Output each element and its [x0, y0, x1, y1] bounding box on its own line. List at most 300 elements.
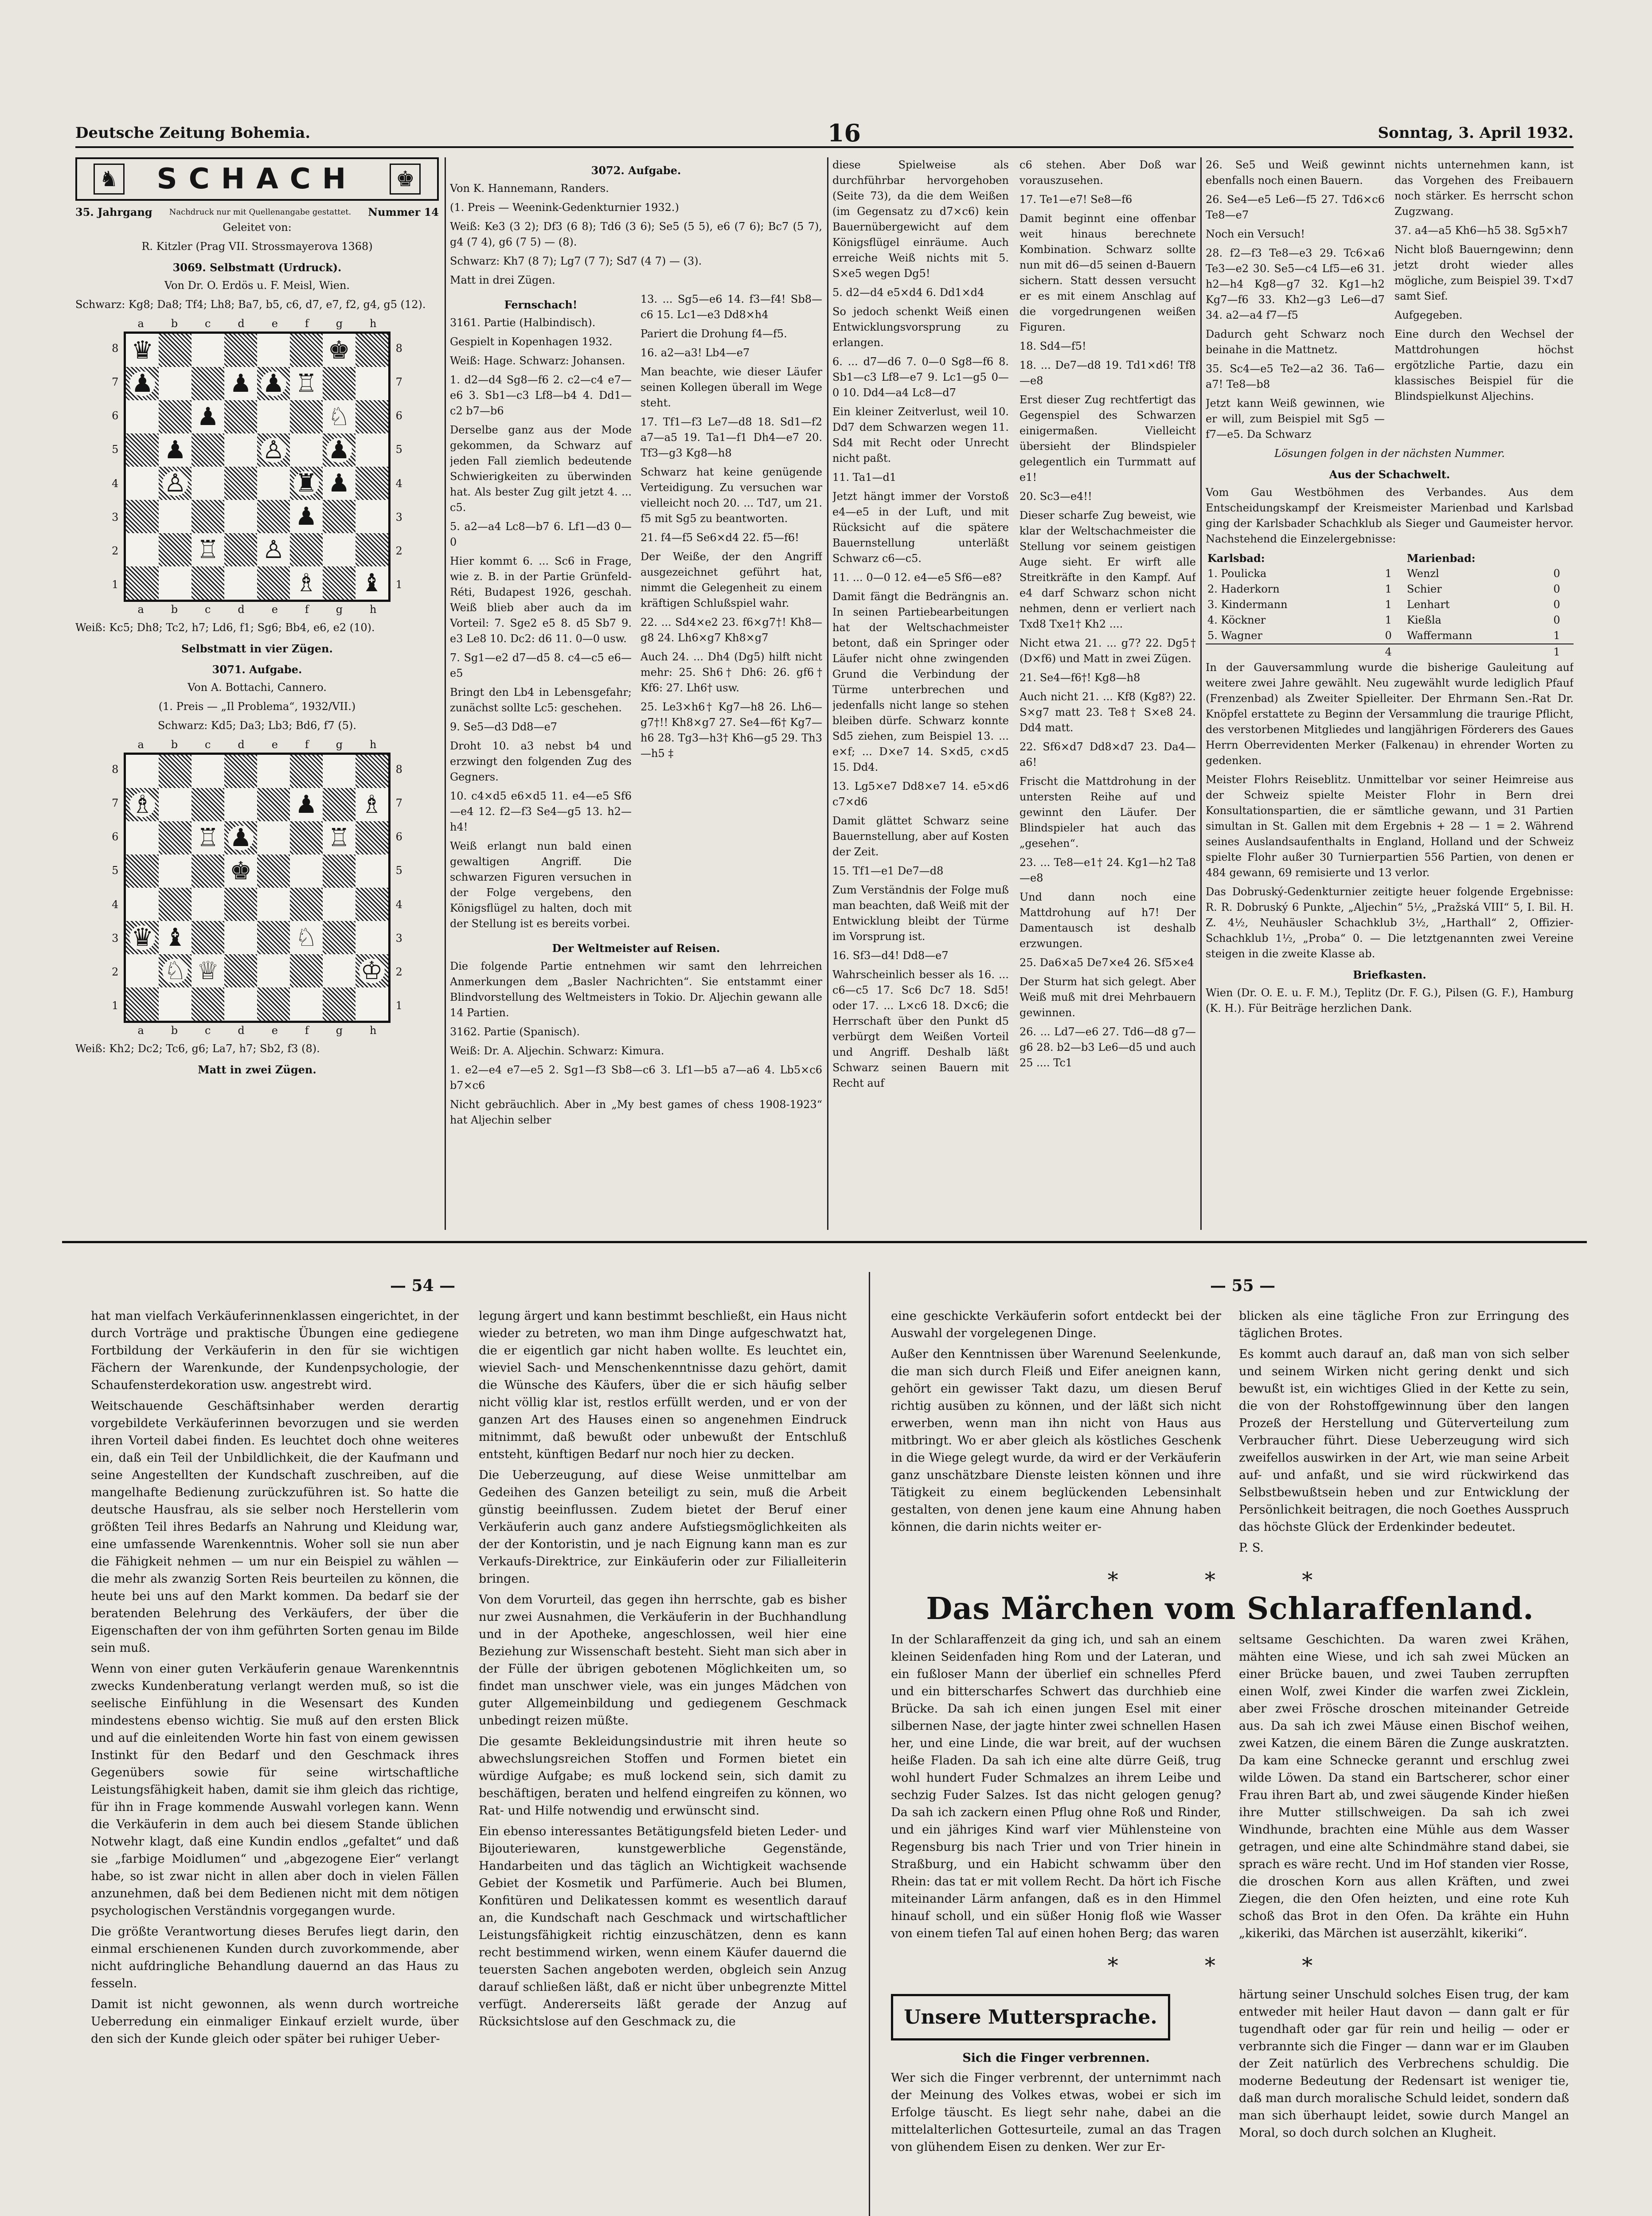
- board-square: [224, 400, 257, 433]
- board-square: [191, 367, 224, 400]
- board-square: [290, 400, 323, 433]
- board-square: [257, 954, 290, 987]
- col4-paragraph: 20. Sc3—e4!!: [1019, 490, 1092, 503]
- board-square: [159, 467, 191, 500]
- board-square: [224, 987, 257, 1021]
- problem1-black: Schwarz: Kg8; Da8; Tf4; Lh8; Ba7, b5, c6, d7, e7, f2, g4, g5 (12).: [75, 298, 426, 311]
- board-square: [257, 921, 290, 954]
- board-square: [257, 755, 290, 788]
- result-cell: Lenhart: [1407, 598, 1450, 611]
- schach-banner: [75, 157, 439, 201]
- file-label: e: [271, 1024, 278, 1037]
- result-row: [1206, 581, 1574, 597]
- col3-paragraph: diese Spielweise als durchführbar hervorgehoben (Seite 73), da die dem Weißen (im Gegensatz zu d7×c6) kein Bauernübergewicht auf dem Königsflügel einräume. Auch erreiche Weiß nichts mit 5. S×e5 wegen Dg5!: [832, 159, 1009, 280]
- rank-label: 3: [395, 511, 402, 523]
- rank-label: 3: [112, 932, 119, 944]
- colB-paragraph: Von dem Vorurteil, das gegen ihn herrschte, gab es bisher nur zwei Ausnahmen, die Verkäuferin in der Buchhandlung und in der Apotheke, angeschlossen, weil hier eine Beziehung zur Wissenschaft besteht. Sieht man sich aber in der Fülle der übrigen gebotenen Möglichkeiten um, so findet man unschwer viele, was ein junges Mädchen von guter Allgemeinbildung und gediegenem Geschmack unbedingt reizen müßte.: [479, 1593, 847, 1728]
- board-square: [159, 755, 191, 788]
- col5-paragraph: Jetzt kann Weiß gewinnen, wie er will, zum Beispiel mit Sg5 —f7—e5. Da Schwarz: [1206, 397, 1385, 441]
- board-square: [126, 921, 159, 954]
- chess-piece-icon: ♟: [326, 438, 352, 463]
- column-rule: [827, 157, 828, 1230]
- mid_top-paragraph: 3072. Aufgabe.: [591, 164, 681, 177]
- problem1-task: Selbstmatt in vier Zügen.: [181, 642, 333, 655]
- col3-paragraph: 16. Sf3—d4! Dd8—e7: [832, 949, 949, 962]
- col3-paragraph: Jetzt hängt immer der Vorstoß e4—e5 in der Luft, und mit Rücksicht auf die spätere Bauernstellung unterläßt Schwarz c6—c5.: [832, 490, 1009, 565]
- board-square: [257, 888, 290, 921]
- news-heading: Aus der Schachwelt.: [1329, 468, 1450, 481]
- col3-paragraph: 11. ... 0—0 12. e4—e5 Sf6—e8?: [832, 571, 1002, 584]
- mid_bottom-paragraph: Weiß: Dr. A. Aljechin. Schwarz: Kimura.: [450, 1045, 664, 1057]
- muttersprache-col-2: [1239, 1986, 1569, 2159]
- news-item-2: In der Gauversammlung wurde die bisherige Gauleitung auf weitere zwei Jahre gewählt. Neu zugewählt wurde lediglich Pfauf (Frenzenbad) als Zweiter Spielleiter. Der Ehrmann Sen.-Rat Dr. Knöpfel erstattete zu Beginn der Versammlung die traurige Pflicht, des verstorbenen Mitgliedes und langjährigen Förderers des Gaues Herrn Oberrevidenten Merker (Falkenau) in ehrender Worten zu gedenken.: [1206, 661, 1574, 767]
- board-square: [191, 954, 224, 987]
- rank-label: 1: [112, 578, 119, 591]
- marchen-col-1: [891, 1631, 1221, 1946]
- mid_game-paragraph: Hier kommt 6. ... Sc6 in Frage, wie z. B. in der Partie Grünfeld-Réti, Budapest 1926, geschah. Weiß blieb aber auch da im Vorteil: 7. Sge2 e5 8. d5 Sb7 9. e3 Le8 10. Dc2: d6 11. 0—0 usw.: [450, 555, 632, 645]
- result-cell: 5. Wagner: [1207, 629, 1262, 642]
- mid_top-paragraph: Matt in drei Zügen.: [450, 274, 555, 286]
- file-label: f: [305, 603, 309, 616]
- rank-label: 1: [395, 578, 402, 591]
- col4-paragraph: 26. ... Ld7—e6 27. Td6—d8 g7—g6 28. b2—b3 Le6—d5 und auch 25 .... Tc1: [1019, 1026, 1196, 1069]
- mid_game-paragraph: Derselbe ganz aus der Mode gekommen, da Schwarz auf jeden Fall ziemlich bedeutende Schwierigkeiten zu überwinden hat. Als bester Zug gilt jetzt 4. ... c5.: [450, 424, 632, 514]
- colB-paragraph: legung ärgert und kann bestimmt beschließt, ein Haus nicht wieder zu betreten, wo man ihm Dinge aufgeschwatzt hat, die er eigentlich gar nicht haben wollte. Es leuchtet ein, wieviel Sach- und Menschenkenntnisse dazu gehört, damit die Wünsche des Käufers, über die er sich häufig selber nicht völlig klar ist, restlos erfüllt werden, und er von der ganzen Art des Hauses einen so angenehmen Eindruck mitnimmt, daß bewußt oder unbewußt der Entschluß entsteht, künftigen Bedarf nur noch hier zu decken.: [479, 1309, 847, 1461]
- result-cell: Wenzl: [1407, 567, 1439, 580]
- board-square: [355, 467, 388, 500]
- chess-piece-icon: ♜: [293, 471, 319, 496]
- board-square: [126, 854, 159, 888]
- board-square: [323, 533, 355, 566]
- board-rank-labels: [391, 753, 408, 1023]
- board-file-labels: [106, 602, 408, 617]
- colD_top-paragraph: P. S.: [1239, 1541, 1264, 1555]
- chess-piece-icon: ♙: [261, 438, 286, 463]
- result-cell: 1: [1385, 598, 1392, 611]
- page-number: 16: [827, 119, 861, 147]
- game1-right: [640, 292, 822, 935]
- board-square: [191, 500, 224, 533]
- volume: 35. Jahrgang: [75, 206, 152, 218]
- file-label: a: [137, 738, 144, 751]
- colC_bot-paragraph: Sich die Finger verbrennen.: [962, 2051, 1150, 2065]
- col4-paragraph: Damit beginnt eine offenbar weit hinaus berechnete Kombination. Schwarz sollte nun mit d6—d5 seinen d-Bauern sichern. Statt dessen versucht er es mit einem Anschlag auf die vorgedrungenen weißen Figuren.: [1019, 212, 1196, 333]
- board-square: [159, 888, 191, 921]
- board-square: [159, 987, 191, 1021]
- board-square: [290, 367, 323, 400]
- sales-article-col-4: [1239, 1307, 1569, 1560]
- issue-number: Nummer 14: [368, 206, 439, 218]
- chess-piece-icon: ♗: [359, 792, 385, 817]
- board-square: [355, 334, 388, 367]
- separator-stars-1: * * *: [1107, 1568, 1353, 1592]
- chess-problems-column: [75, 157, 439, 1232]
- board-square: [224, 533, 257, 566]
- col5-paragraph: Dadurch geht Schwarz noch beinahe in die Mattnetz.: [1206, 328, 1385, 356]
- board-square: [191, 921, 224, 954]
- result-cell: 0: [1553, 598, 1560, 611]
- chess-piece-icon: ♘: [326, 405, 352, 429]
- board-square: [126, 500, 159, 533]
- col3-paragraph: 11. Ta1—d1: [832, 471, 897, 484]
- mid_right-paragraph: Auch 24. ... Dh4 (Dg5) hilft nicht mehr: 25. Sh6† Dh6: 26. gf6† Kf6: 27. Lh6† usw.: [640, 651, 822, 694]
- colB-paragraph: Ein ebenso interessantes Betätigungsfeld bieten Leder- und Bijouteriewaren, kunstgewerbliche Gegenstände, Handarbeiten und das täglich an Wichtigkeit wachsende Gebiet der Kosmetik und Parfümerie. Auch bei Blumen, Konfitüren und Delikatessen kommt es wesentlich darauf an, die Kundschaft nach Geschmack und wirtschaftlicher Leistungsfähigkeit richtig einzuschätzen, denn es kann recht bestimmend wirken, wenn einem Käufer dauernd die teuersten Sachen angeboten werden, obgleich sein Anzug darauf schließen läßt, daß er nicht über unbegrenzte Mittel verfügt. Andererseits läßt gerade der Anzug auf Rücksichtslose auf den Geschmack zu, die: [479, 1825, 847, 2029]
- col4-paragraph: Nicht etwa 21. ... g7? 22. Dg5† (D×f6) und Matt in zwei Zügen.: [1019, 637, 1196, 665]
- rank-label: 5: [395, 443, 402, 456]
- rank-label: 2: [112, 966, 119, 979]
- board-square: [126, 467, 159, 500]
- board-square: [257, 854, 290, 888]
- result-cell: 1: [1553, 629, 1560, 642]
- results-table: [1206, 550, 1574, 660]
- mid_right-paragraph: 22. ... Sd4×e2 23. f6×g7†! Kh8—g8 24. Lh6×g7 Kh8×g7: [640, 616, 822, 644]
- team-left: Karlsbad:: [1207, 552, 1265, 565]
- sales-article-col-3: [891, 1307, 1221, 1560]
- col3-paragraph: Damit glättet Schwarz seine Bauernstellung, aber auf Kosten der Zeit.: [832, 815, 1009, 858]
- board-square: [257, 788, 290, 821]
- file-label: b: [171, 738, 178, 751]
- file-label: g: [336, 603, 343, 616]
- result-cell: 0: [1553, 567, 1560, 580]
- board-square: [323, 433, 355, 467]
- board-square: [290, 755, 323, 788]
- rank-label: 6: [112, 831, 119, 843]
- news-item-4: Das Dobruský-Gedenkturnier zeitigte heuer folgende Ergebnisse: R. R. Dobruský 6 Punkte, „Aljechin“ 5½, „Pražská VIII“ 5, I. Bil. H. Z. 4½, Neuhäusler Schachklub 3½, „Harthall“ 2, Offizier-Schachklub 1½, „Proba“ 0. — Die letztgenannten zwei Vereine steigen in die zweite Klasse ab.: [1206, 886, 1574, 960]
- mid_game-paragraph: Weiß erlangt nun bald einen gewaltigen Angriff. Die schwarzen Figuren versuchen in der Folge vergebens, den Königsflügel zu halten, doch mit der Stellung ist es bereits vorbei.: [450, 840, 632, 930]
- rank-label: 5: [112, 443, 119, 456]
- col3-paragraph: So jedoch schenkt Weiß einen Entwicklungsvorsprung zu erlangen.: [832, 305, 1009, 349]
- mid_right-paragraph: Der Weiße, der den Angriff ausgezeichnet geführt hat, nimmt die Gelegenheit zu einem kräftigen Schlußspiel wahr.: [640, 550, 822, 609]
- column-rule: [1200, 157, 1202, 1230]
- chess-piece-icon: ♗: [293, 571, 319, 596]
- result-cell: Waffermann: [1407, 629, 1472, 642]
- result-cell: Schier: [1407, 583, 1442, 595]
- board-square: [355, 500, 388, 533]
- colD_top-paragraph: blicken als eine tägliche Fron zur Erringung des täglichen Brotes.: [1239, 1309, 1569, 1340]
- editor-line: Geleitet von:: [223, 221, 292, 234]
- board-square: [323, 954, 355, 987]
- rank-label: 7: [395, 796, 402, 809]
- file-label: d: [238, 317, 245, 330]
- rank-label: 4: [112, 477, 119, 490]
- mid_game-paragraph: 3161. Partie (Halbindisch).: [450, 316, 596, 329]
- colD_mid-paragraph: seltsame Geschichten. Da waren zwei Krähen, mähten eine Wiese, und ich sah zwei Mücken an einer Brücke bauen, und zwei Tauben zerrupften einen Wolf, zwei Kinder die warfen zwei Zicklein, aber zwei Frösche droschen miteinander Getreide aus. Da sah ich zwei Mäuse einen Bischof weihen, zwei Katzen, die einem Bären die Zunge auskratzten. Da kam eine Schnecke gerannt und erschlug zwei wilde Löwen. Da stand ein Bartscherer, schor einer Frau ihren Bart ab, und zwei säugende Kinder hießen ihre Mutter stillschweigen. Da sah ich zwei Windhunde, brachten eine Mühle aus dem Wasser getragen, und eine alte Schindmähre stand dabei, sie sprach es wäre recht. Und im Hof standen vier Rosse, die droschen Korn aus allen Kräften, und zwei Ziegen, die den Ofen heizten, und eine rote Kuh schoß das Brot in den Ofen. Da krähte ein Huhn „kikeriki, das Märchen ist auserzählt, kikeriki“.: [1239, 1633, 1569, 1940]
- problem3-block: [450, 163, 822, 288]
- knight-icon: ♞: [94, 164, 125, 195]
- mid_right-paragraph: 13. ... Sg5—e6 14. f3—f4! Sb8—c6 15. Lc1—e3 Dd8×h4: [640, 293, 822, 321]
- board-square: [290, 921, 323, 954]
- board-square: [323, 334, 355, 367]
- board-file-labels: [106, 1023, 408, 1038]
- chess-diagram-1: [106, 316, 408, 617]
- running-head: [75, 120, 1574, 148]
- file-label: b: [171, 1024, 178, 1037]
- chess-piece-icon: ♘: [293, 925, 319, 950]
- mid_right-paragraph: Man beachte, wie dieser Läufer seinen Kollegen überall im Wege steht.: [640, 366, 822, 409]
- board-square: [126, 367, 159, 400]
- mid_top-paragraph: Von K. Hannemann, Randers.: [450, 182, 609, 195]
- col6-paragraph: 37. a4—a5 Kh6—h5 38. Sg5×h7: [1394, 224, 1568, 237]
- board-square: [191, 755, 224, 788]
- board-square: [257, 334, 290, 367]
- sales-article-col-2: [479, 1307, 847, 2216]
- news-item-3: Meister Flohrs Reiseblitz. Unmittelbar vor seiner Heimreise aus der Schweiz spielte Meister Flohr in Bern drei Konsultationspartien, die er sämtliche gewann, und 31 Partien simultan in St. Gallen mit dem Ergebnis + 28 — 1 = 2. Während seines Auslandsaufenthalts in England, Holland und der Schweiz spielte Flohr außer 30 Turnierpartien 556 Partien, von denen er 484 gewann, 69 remisierte und 13 verlor.: [1206, 773, 1574, 879]
- annotation-col-4: [1019, 157, 1196, 1095]
- board-square: [290, 987, 323, 1021]
- mid_top-paragraph: (1. Preis — Weenink-Gedenkturnier 1932.): [450, 201, 679, 214]
- mid_game-paragraph: Fernschach!: [504, 298, 578, 311]
- board-square: [224, 467, 257, 500]
- colA-paragraph: Damit ist nicht gewonnen, als wenn durch wortreiche Ueberredung ein einmaliger Einkauf erzielt wurde, über den sich der Kunde gleich oder später bei ruhiger Ueber-: [91, 1998, 459, 2046]
- file-label: c: [205, 1024, 211, 1037]
- board-square: [355, 566, 388, 600]
- chess-piece-icon: ♗: [129, 792, 155, 817]
- chess-piece-icon: ♟: [293, 504, 319, 529]
- board-square: [257, 987, 290, 1021]
- result-cell: 1: [1385, 614, 1392, 626]
- chess-piece-icon: ♝: [359, 571, 385, 596]
- board-square: [224, 954, 257, 987]
- col3-paragraph: 13. Lg5×e7 Dd8×e7 14. e5×d6 c7×d6: [832, 780, 1009, 808]
- board-square: [224, 334, 257, 367]
- board-square: [159, 500, 191, 533]
- chess-games-column: [450, 157, 822, 1232]
- chess-diagram-2: [106, 737, 408, 1038]
- rank-label: 6: [395, 831, 402, 843]
- result-cell: 1. Poulicka: [1207, 567, 1267, 580]
- mid_right-paragraph: 21. f4—f5 Se6×d4 22. f5—f6!: [640, 531, 799, 544]
- board-square: [126, 433, 159, 467]
- result-cell: 0: [1553, 614, 1560, 626]
- result-cell: 3. Kindermann: [1207, 598, 1288, 611]
- chess-piece-icon: ♖: [195, 826, 221, 851]
- mid_game-paragraph: 10. c4×d5 e6×d5 11. e4—e5 Sf6—e4 12. f2—f3 Se4—g5 13. h2—h4!: [450, 790, 632, 833]
- board-square: [290, 533, 323, 566]
- board-square: [290, 334, 323, 367]
- chess-piece-icon: ♛: [129, 338, 155, 363]
- total-left: 4: [1385, 646, 1392, 658]
- rank-label: 1: [112, 999, 119, 1012]
- mid_bottom-paragraph: 1. e2—e4 e7—e5 2. Sg1—f3 Sb8—c6 3. Lf1—b5 a7—a6 4. Lb5×c6 b7×c6: [450, 1064, 822, 1092]
- col4-paragraph: Dieser scharfe Zug beweist, wie klar der Weltschachmeister die Stellung vor seinem geistigen Auge sieht. Er wirft alle Streitkräfte in den Kampf. Auf e4 darf Schwarz schon nicht nehmen, denn er verliert nach Txd8 Txe1† Kh2 ....: [1019, 509, 1196, 630]
- problem1-number: 3069. Selbstmatt (Urdruck).: [172, 261, 342, 274]
- problem2-number: 3071. Aufgabe.: [212, 663, 302, 676]
- file-label: a: [137, 603, 144, 616]
- result-cell: 2. Haderkorn: [1207, 583, 1280, 595]
- board-square: [355, 821, 388, 854]
- board-rank-labels: [106, 753, 124, 1023]
- col4-paragraph: Erst dieser Zug rechtfertigt das Gegenspiel des Schwarzen einigermaßen. Vielleicht übersieht der Blindspieler gelegentlich ein Turmmatt auf e1!: [1019, 394, 1196, 484]
- board-square: [224, 566, 257, 600]
- chess-piece-icon: ♟: [129, 371, 155, 396]
- mid_top-paragraph: Weiß: Ke3 (3 2); Df3 (6 8); Td6 (3 6); Se5 (5 5), e6 (7 6); Bc7 (5 7), g4 (7 4), g6 (7 5) — (8).: [450, 220, 822, 248]
- chess-piece-icon: ♟: [195, 405, 221, 429]
- col3-paragraph: Damit fängt die Bedrängnis an. In seinen Partiebearbeitungen hat der Weltschachmeister betont, daß ein Springer oder Läufer nicht ohne zwingenden Grund die Verbindung der Türme unterbrechen und jedenfalls nicht lange so stehen bleiben dürfe. Schwarz konnte Sd5 ziehen, zum Beispiel 13. ... e×f; ... D×e7 14. S×d5, c×d5 15. Dd4.: [832, 590, 1009, 773]
- problem1-white: Weiß: Kc5; Dh8; Tc2, h7; Ld6, f1; Sg6; Bb4, e6, e2 (10).: [75, 621, 375, 634]
- col5-paragraph: 35. Sc4—e5 Te2—a2 36. Ta6—a7! Te8—b8: [1206, 363, 1385, 390]
- rank-label: 2: [395, 545, 402, 558]
- colC_mid-paragraph: In der Schlaraffenzeit da ging ich, und sah an einem kleinen Seidenfaden hing Rom und der Lateran, und ein fußloser Mann der überlief ein schnelles Pferd und ein bitterscharfes Schwert das durchhieb eine Brücke. Da sah ich einen jungen Esel mit einer silbernen Nase, der jagte hinter zwei schnellen Hasen her, und eine Linde, die war breit, auf der wuchsen heiße Fladen. Da sah ich eine alte dürre Geiß, trug wohl hundert Fuder Schmalzes an ihrem Leibe und sechzig Fuder Salzes. Ist das nicht gelogen genug? Da sah ich zackern einen Pflug ohne Roß und Rinder, und ein jähriges Kind warf vier Mühlensteine von Regensburg bis nach Trier und von Trier hinein in Straßburg, und ein Habicht schwamm über den Rhein: das tat er mit vollem Recht. Da hört ich Fische miteinander Lärm anfangen, daß es in den Himmel hinauf scholl, und ein süßer Honig floß wie Wasser von einem tiefen Tal auf einen hohen Berg; das waren: [891, 1633, 1221, 1940]
- board-square: [323, 400, 355, 433]
- board-square: [224, 500, 257, 533]
- schach-meta: [75, 204, 439, 220]
- file-label: d: [238, 1024, 245, 1037]
- file-label: g: [336, 317, 343, 330]
- colC_bot-paragraph: Wer sich die Finger verbrennt, der unternimmt nach der Meinung des Volkes etwas, wobei er sich im Erfolge täuscht. Es liegt sehr nahe, dabei an die mittelalterlichen Gottesurteile, zumal an das Tragen von glühendem Eisen zu denken. Wer zur Er-: [891, 2071, 1221, 2154]
- problem2-author: Von A. Bottachi, Cannero.: [187, 681, 327, 694]
- board-square: [159, 854, 191, 888]
- file-label: e: [271, 603, 278, 616]
- chess-piece-icon: ♟: [293, 792, 319, 817]
- result-row: [1206, 597, 1574, 613]
- chess-game-continuation: [832, 157, 1196, 1232]
- file-label: b: [171, 317, 178, 330]
- file-label: h: [370, 1024, 377, 1037]
- marchen-headline: Das Märchen vom Schlaraffenland.: [926, 1591, 1534, 1627]
- col4-paragraph: Auch nicht 21. ... Kf8 (Kg8?) 22. S×g7 matt 23. Te8† S×e8 24. Dd4 matt.: [1019, 691, 1196, 734]
- chess-piece-icon: ♚: [228, 859, 254, 884]
- colD_top-paragraph: Es kommt auch darauf an, daß man von sich selber und seinem Wirken nicht gering denkt und sich bewußt ist, ein wichtiges Glied in der Kette zu sein, die von der Rohstoffgewinnung über den langen Prozeß der Herstellung und Güterverteilung zum Verbraucher führt. Diese Ueberzeugung wird sich zweifellos auswirken in der Art, wie man seine Arbeit auf- und anfaßt, und sie wird rückwirkend das Selbstbewußtsein heben und zur Entwicklung der Persönlichkeit beitragen, die noch Goethes Ausspruch das höchste Glück der Erdenkinder bedeutet.: [1239, 1347, 1569, 1534]
- col3-paragraph: 15. Tf1—e1 De7—d8: [832, 865, 944, 877]
- chess-piece-icon: ♛: [129, 925, 155, 950]
- board-square: [191, 788, 224, 821]
- result-row: [1206, 628, 1574, 644]
- board-square: [191, 334, 224, 367]
- problem1-author: Von Dr. O. Erdös u. F. Meisl, Wien.: [164, 279, 350, 292]
- rank-label: 8: [395, 342, 402, 355]
- board-square: [159, 400, 191, 433]
- col4-paragraph: 22. Sf6×d7 Dd8×d7 23. Da4—a6!: [1019, 741, 1196, 769]
- board-square: [323, 467, 355, 500]
- result-cell: Kießla: [1407, 614, 1441, 626]
- board-square: [126, 788, 159, 821]
- board-square: [191, 888, 224, 921]
- col5-paragraph: 26. Se5 und Weiß gewinnt ebenfalls noch einen Bauern.: [1206, 159, 1385, 187]
- board-square: [126, 566, 159, 600]
- problem2-prize: (1. Preis — „Il Problema“, 1932/VII.): [158, 700, 356, 713]
- board-square: [159, 788, 191, 821]
- result-row: [1206, 566, 1574, 581]
- rank-label: 8: [395, 763, 402, 776]
- file-label: f: [305, 317, 309, 330]
- board-grid: [124, 332, 390, 602]
- col4-paragraph: 21. Se4—f6†! Kg8—h8: [1019, 671, 1140, 684]
- page-55-content: [891, 1307, 1569, 2216]
- file-label: e: [271, 738, 278, 751]
- rank-label: 4: [395, 477, 402, 490]
- colA-paragraph: Wenn von einer guten Verkäuferin genaue Warenkenntnis zwecks Kundenberatung verlangt werden muß, so ist die seelische Einfühlung in die Wesensart des Kunden mindestens ebenso wichtig. Sie muß auf den ersten Blick und auf die einleitenden Worte hin fast von einem gewissen Instinkt für den Bedarf und den Geschmack ihres Gegenübers sowie für seine wirtschaftliche Leistungsfähigkeit haben, damit sie ihm gleich das richtige, für ihn in Frage kommende Auswahl vorlegen kann. Wenn die Verkäuferin in dem auch bei diesem Stande üblichen Notwehr klagt, daß eine Kundin endlos „gefaltet“ und daß sie „farbige Moidlumen“ und „abgezogene Eier“ verlangt habe, so ist zwar nicht in allen aber doch in vielen Fällen anzunehmen, daß bei dem Bedienen nicht mit dem nötigen psychologischen Verständnis vorgegangen wurde.: [91, 1662, 459, 1918]
- board-square: [290, 854, 323, 888]
- chess-piece-icon: ♟: [261, 371, 286, 396]
- board-square: [355, 400, 388, 433]
- solutions-note: Lösungen folgen in der nächsten Nummer.: [1274, 447, 1505, 460]
- issue-date: Sonntag, 3. April 1932.: [1378, 124, 1574, 142]
- board-square: [355, 755, 388, 788]
- board-square: [355, 854, 388, 888]
- rank-label: 2: [395, 966, 402, 979]
- board-square: [290, 788, 323, 821]
- board-square: [191, 467, 224, 500]
- board-square: [126, 334, 159, 367]
- board-square: [159, 954, 191, 987]
- game1-left: [450, 292, 632, 935]
- result-cell: 0: [1553, 583, 1560, 595]
- mid_game-paragraph: 7. Sg1—e2 d7—d5 8. c4—c5 e6—e5: [450, 652, 632, 679]
- rank-label: 6: [112, 410, 119, 422]
- board-square: [191, 821, 224, 854]
- mid_bottom-paragraph: Nicht gebräuchlich. Aber in „My best games of chess 1908-1923“ hat Aljechin selber: [450, 1098, 822, 1126]
- sales-article-col-1: [91, 1307, 459, 2216]
- board-square: [290, 566, 323, 600]
- col6-paragraph: Nicht bloß Bauerngewinn; denn jetzt droht wieder alles mögliche, zum Beispiel 39. T×d7 samt Sief.: [1394, 243, 1574, 302]
- file-label: g: [336, 1024, 343, 1037]
- problem2-task: Matt in zwei Zügen.: [198, 1063, 316, 1076]
- mid_game-paragraph: Droht 10. a3 nebst b4 und erzwingt den folgenden Zug des Gegners.: [450, 740, 632, 783]
- annotation-col-5: [1206, 157, 1385, 446]
- board-square: [257, 821, 290, 854]
- board-square: [290, 433, 323, 467]
- annotation-col-3: [832, 157, 1009, 1095]
- page-54-number: — 54 —: [390, 1276, 456, 1295]
- masthead-name: Deutsche Zeitung Bohemia.: [75, 124, 311, 142]
- board-square: [290, 888, 323, 921]
- col4-paragraph: c6 stehen. Aber Doß war vorauszusehen.: [1019, 159, 1196, 187]
- board-square: [257, 367, 290, 400]
- colA-paragraph: Die größte Verantwortung dieses Berufes liegt darin, den einmal erschienenen Kunden durch zuvorkommende, aber nicht aufdringliche Behandlung dauernd an das Haus zu fesseln.: [91, 1925, 459, 1990]
- colB-paragraph: Die gesamte Bekleidungsindustrie mit ihren heute so abwechslungsreichen Stoffen und Formen bietet ein würdige Aufgabe; es muß lockend sein, sich damit zu beschäftigen, beraten und helfend eingreifen zu können, wo Rat- und Hilfe notwendig und erwünscht sind.: [479, 1735, 847, 1818]
- chess-piece-icon: ♟: [326, 471, 352, 496]
- board-square: [257, 500, 290, 533]
- board-square: [159, 433, 191, 467]
- col4-paragraph: 17. Te1—e7! Se8—f6: [1019, 193, 1133, 206]
- file-label: d: [238, 738, 245, 751]
- rank-label: 1: [395, 999, 402, 1012]
- board-square: [257, 533, 290, 566]
- mid_right-paragraph: 25. Le3×h6† Kg7—h8 26. Lh6—g7†!! Kh8×g7 27. Se4—f6† Kg7—h6 28. Tg3—h3† Kh6—g5 29. Th3—h5 ‡: [640, 701, 822, 760]
- result-cell: 1: [1385, 567, 1392, 580]
- board-square: [224, 854, 257, 888]
- mid_game-paragraph: 5. a2—a4 Lc8—b7 6. Lf1—d3 0—0: [450, 520, 632, 548]
- col4-paragraph: Und dann noch eine Mattdrohung auf h7! Der Damentausch ist deshalb erzwungen.: [1019, 891, 1196, 950]
- file-label: e: [271, 317, 278, 330]
- col4-paragraph: Der Sturm hat sich gelegt. Aber Weiß muß mit drei Mehrbauern gewinnen.: [1019, 975, 1196, 1019]
- chess-piece-icon: ♝: [162, 925, 188, 950]
- file-label: c: [205, 603, 211, 616]
- rank-label: 2: [112, 545, 119, 558]
- board-square: [191, 533, 224, 566]
- rank-label: 7: [112, 375, 119, 388]
- chess-piece-icon: ♖: [195, 538, 221, 562]
- col3-paragraph: Zum Verständnis der Folge muß man beachten, daß Weiß mit der Entwicklung bleibt der Türme im Vorsprung ist.: [832, 884, 1009, 943]
- col4-paragraph: 18. Sd4—f5!: [1019, 340, 1086, 352]
- result-cell: 1: [1385, 583, 1392, 595]
- board-square: [323, 755, 355, 788]
- file-label: a: [137, 317, 144, 330]
- board-square: [126, 954, 159, 987]
- letters-heading: Briefkasten.: [1353, 968, 1426, 981]
- mid_top-paragraph: Schwarz: Kh7 (8 7); Lg7 (7 7); Sd7 (4 7) — (3).: [450, 255, 702, 267]
- separator-stars-2: * * *: [1107, 1953, 1353, 1978]
- file-label: f: [305, 1024, 309, 1037]
- king-icon: ♚: [390, 164, 421, 195]
- col3-paragraph: 6. ... d7—d6 7. 0—0 Sg8—f6 8. Sb1—c3 Lf8—e7 9. Lc1—g5 0—0 10. Dd4—a4 Lc8—d7: [832, 355, 1009, 399]
- mid_bottom-paragraph: Die folgende Partie entnehmen wir samt den lehrreichen Anmerkungen dem „Basler Nachrichten“. Sie entstammt einer Blindvorstellung des Weltmeisters in Tokio. Dr. Aljechin gewann alle 14 Partien.: [450, 960, 822, 1019]
- mid_game-paragraph: Bringt den Lb4 in Lebensgefahr; zunächst sollte Lc5: geschehen.: [450, 686, 632, 714]
- board-square: [126, 755, 159, 788]
- board-rank-labels: [106, 332, 124, 602]
- board-square: [355, 954, 388, 987]
- board-square: [257, 400, 290, 433]
